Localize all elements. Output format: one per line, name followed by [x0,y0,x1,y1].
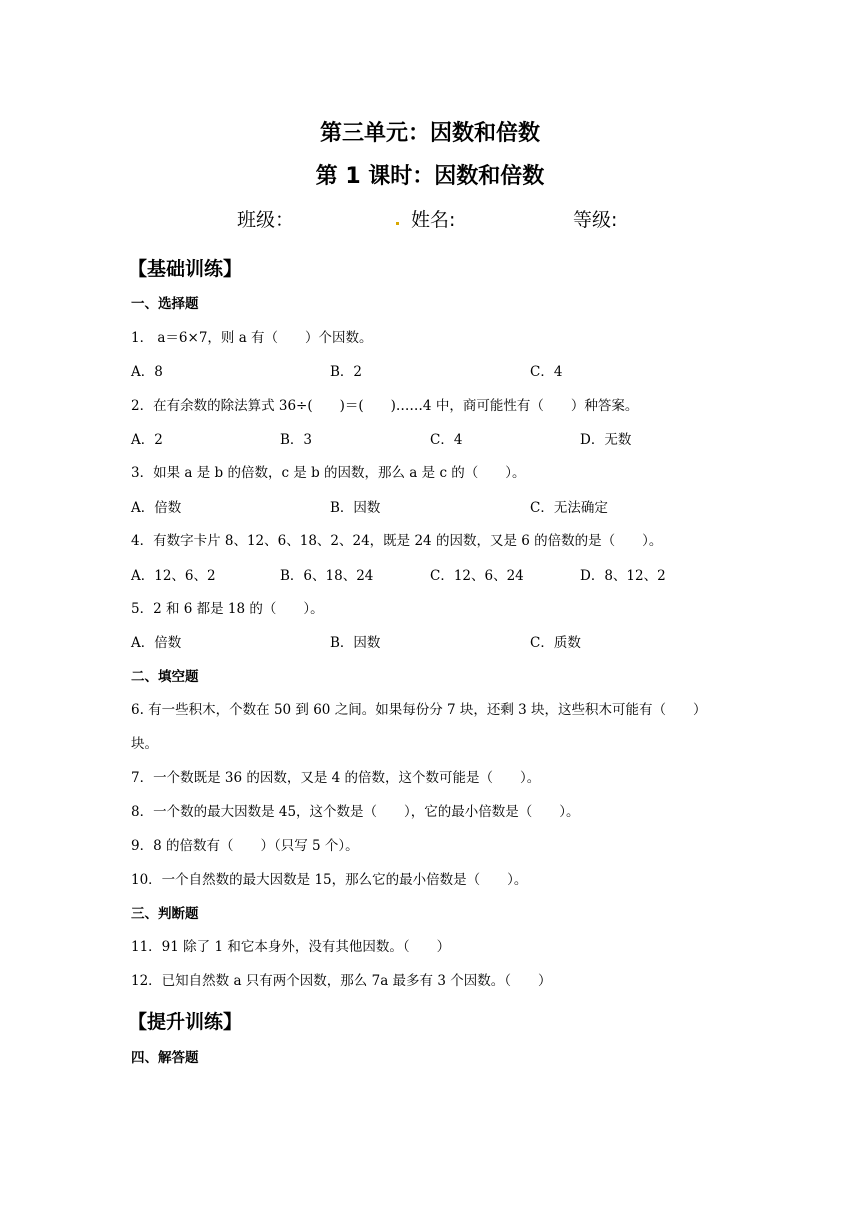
q2-option-c: C．4 [430,432,463,448]
fill-section-heading: 二、填空题 [131,669,199,685]
q5-option-b: B．因数 [330,635,381,651]
q2-option-d: D．无数 [580,432,632,448]
question-12: 12．已知自然数 a 只有两个因数，那么 7a 最多有 3 个因数。（ ） [131,973,552,989]
basic-training-heading: 【基础训练】 [128,258,243,280]
q1-option-c: C．4 [530,364,563,380]
q5-option-c: C．质数 [530,635,581,651]
question-6-line1: 6. 有一些积木，个数在 50 到 60 之间。如果每份分 7 块，还剩 3 块，这些积木可能有（ ） [131,702,707,718]
q4-option-a: A．12、6、2 [131,568,216,584]
choice-section-heading: 一、选择题 [131,296,199,312]
question-5: 5．2 和 6 都是 18 的（ ）。 [131,601,324,617]
class-label: 班级： [237,209,295,231]
question-2: 2．在有余数的除法算式 36÷( )＝( )……4 中，商可能性有（ ）种答案。 [131,398,639,414]
advanced-training-heading: 【提升训练】 [128,1011,243,1033]
q1-option-a: A．8 [131,364,163,380]
lesson-title: 第 1 课时：因数和倍数 [315,164,545,189]
q3-option-b: B．因数 [330,500,381,516]
question-4: 4．有数字卡片 8、12、6、18、2、24，既是 24 的因数，又是 6 的倍数的是（ ）。 [131,533,663,549]
question-1: 1． a＝6×7，则 a 有（ ）个因数。 [131,330,373,346]
q4-option-d: D．8、12、2 [580,568,666,584]
q2-option-b: B．3 [280,432,313,448]
answer-section-heading: 四、解答题 [131,1050,199,1066]
grade-label: 等级: [573,209,618,231]
q1-option-b: B．2 [330,364,363,380]
q5-option-a: A．倍数 [131,635,182,651]
q3-option-a: A．倍数 [131,500,182,516]
question-10: 10．一个自然数的最大因数是 15，那么它的最小倍数是（ ）。 [131,872,528,888]
question-7: 7．一个数既是 36 的因数，又是 4 的倍数，这个数可能是（ ）。 [131,770,541,786]
judge-section-heading: 三、判断题 [131,906,199,922]
name-label: 姓名: [411,209,456,231]
q3-option-c: C．无法确定 [530,500,608,516]
question-8: 8．一个数的最大因数是 45，这个数是（ ），它的最小倍数是（ ）。 [131,804,580,820]
question-9: 9．8 的倍数有（ ）（只写 5 个）。 [131,838,359,854]
unit-title: 第三单元：因数和倍数 [319,121,540,146]
q4-option-b: B．6、18、24 [280,568,374,584]
question-3: 3．如果 a 是 b 的倍数，c 是 b 的因数，那么 a 是 c 的（ ）。 [131,465,526,481]
q2-option-a: A．2 [131,432,163,448]
question-6-line2: 块。 [131,736,158,752]
question-11: 11．91 除了 1 和它本身外，没有其他因数。（ ） [131,939,451,955]
underline-mark [396,222,399,225]
q4-option-c: C．12、6、24 [430,568,524,584]
